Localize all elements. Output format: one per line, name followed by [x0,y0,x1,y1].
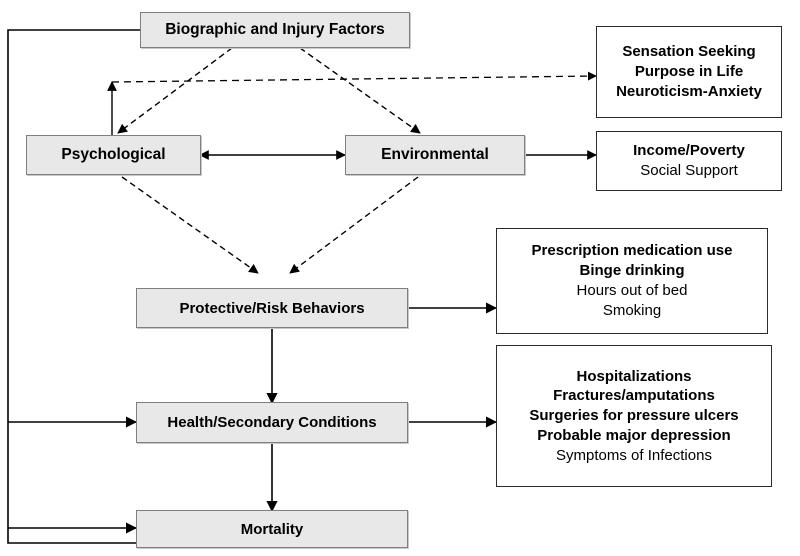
node-psychological[interactable] [26,135,201,175]
sidebox-behaviors-line-4: Smoking [602,301,662,319]
node-mortality[interactable] [136,510,408,548]
sidebox-traits-line-1: Sensation Seeking [622,43,756,61]
connector-environmental-to-behaviors [290,177,418,273]
sidebox-traits-line-2: Purpose in Life [634,63,744,81]
sidebox-behaviors-line-3: Hours out of bed [576,282,688,299]
sidebox-behaviors [496,228,768,334]
connector-biographic-to-environmental [300,48,420,133]
sidebox-environment-line-2: Social Support [640,162,738,179]
sidebox-health-line-1: Hospitalizations [576,367,692,385]
sidebox-environment [596,131,782,191]
sidebox-health-line-3: Surgeries for pressure ulcers [529,407,739,425]
node-mortality-label: Mortality [240,520,304,538]
connector-psychological-to-behaviors [122,177,258,273]
node-behaviors[interactable] [136,288,408,328]
node-behaviors-label: Protective/Risk Behaviors [179,299,365,317]
node-environmental[interactable] [345,135,525,175]
sidebox-environment-line-1: Income/Poverty [633,142,745,160]
sidebox-traits [596,26,782,118]
node-health-label: Health/Secondary Conditions [167,414,377,431]
node-biographic-label: Biographic and Injury Factors [165,21,385,38]
connector-left-spine [8,30,405,543]
sidebox-traits-line-3: Neuroticism-Anxiety [616,82,762,100]
connector-biographic-to-psychological [118,48,232,133]
sidebox-health-line-4: Probable major depression [537,426,731,444]
node-psychological-label: Psychological [61,146,166,163]
sidebox-behaviors-line-1: Prescription medication use [531,242,733,260]
node-biographic[interactable] [140,12,410,48]
node-environmental-label: Environmental [381,146,489,163]
sidebox-health-line-2: Fractures/amputations [553,387,715,405]
sidebox-health-line-5: Symptoms of Infections [556,446,712,464]
node-health[interactable] [136,402,408,443]
connector-biographic-to-traits-box [112,76,596,82]
sidebox-behaviors-line-2: Binge drinking [579,262,685,280]
sidebox-health [496,345,772,487]
